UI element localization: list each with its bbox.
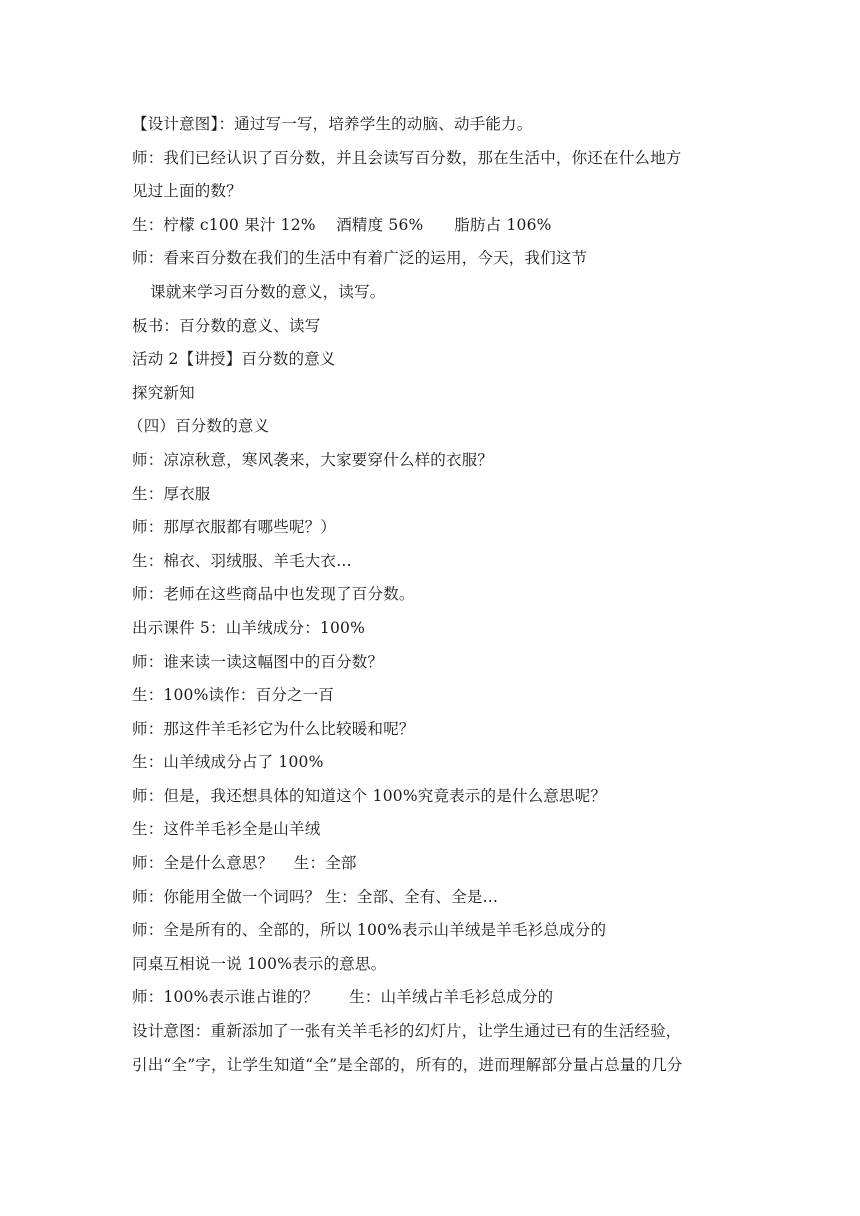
teacher-line: 师：我们已经认识了百分数，并且会读写百分数，那在生活中，你还在什么地方	[132, 148, 682, 167]
student-line: 生：厚衣服	[132, 484, 211, 503]
activity-heading: 活动 2【讲授】百分数的意义	[132, 350, 336, 369]
student-line: 生：棉衣、羽绒服、羊毛大衣…	[132, 551, 352, 570]
instruction-line: 同桌互相说一说 100%表示的意思。	[132, 954, 387, 973]
teacher-line: 师：全是所有的、全部的，所以 100%表示山羊绒是羊毛衫总成分的	[132, 921, 607, 940]
teacher-line-continued: 课就来学习百分数的意义，读写。	[150, 282, 386, 301]
teacher-line-continued: 见过上面的数？	[132, 182, 242, 201]
dialogue-line: 师：100%表示谁占谁的？ 生：山羊绒占羊毛衫总成分的	[132, 988, 554, 1007]
document-body	[128, 108, 732, 1082]
design-intent-line: 【设计意图】：通过写一写，培养学生的动脑、动手能力。	[132, 115, 533, 133]
slide-line: 出示课件 5：山羊绒成分：100%	[132, 618, 366, 637]
student-line: 生：100%读作：百分之一百	[132, 686, 335, 705]
teacher-line: 师：那这件羊毛衫它为什么比较暖和呢？	[132, 719, 415, 738]
teacher-line: 师：那厚衣服都有哪些呢？）	[132, 518, 337, 537]
teacher-line: 师：谁来读一读这幅图中的百分数？	[132, 652, 384, 671]
section-heading: 探究新知	[132, 383, 195, 402]
design-intent-line-continued: 引出“全”字，让学生知道“全”是全部的，所有的，进而理解部分量占总量的几分	[132, 1055, 683, 1074]
student-line: 生：山羊绒成分占了 100%	[132, 753, 324, 772]
blackboard-line: 板书：百分数的意义、读写	[132, 316, 321, 335]
student-line: 生：这件羊毛衫全是山羊绒	[132, 820, 321, 839]
teacher-line: 师：老师在这些商品中也发现了百分数。	[132, 585, 415, 604]
dialogue-line: 师：你能用全做一个词吗？ 生：全部、全有、全是…	[132, 887, 499, 906]
design-intent-line: 设计意图：重新添加了一张有关羊毛衫的幻灯片，让学生通过已有的生活经验，	[132, 1022, 682, 1041]
teacher-line: 师：看来百分数在我们的生活中有着广泛的运用，今天，我们这节	[132, 249, 588, 268]
student-line: 生：柠檬 c100 果汁 12% 酒精度 56% 脂肪占 106%	[132, 215, 552, 234]
subsection-heading: （四）百分数的意义	[128, 417, 270, 436]
teacher-line: 师：但是，我还想具体的知道这个 100%究竟表示的是什么意思呢？	[132, 786, 607, 805]
dialogue-line: 师：全是什么意思？ 生：全部	[132, 854, 357, 873]
teacher-line: 师：凉凉秋意，寒风袭来，大家要穿什么样的衣服？	[132, 450, 494, 469]
